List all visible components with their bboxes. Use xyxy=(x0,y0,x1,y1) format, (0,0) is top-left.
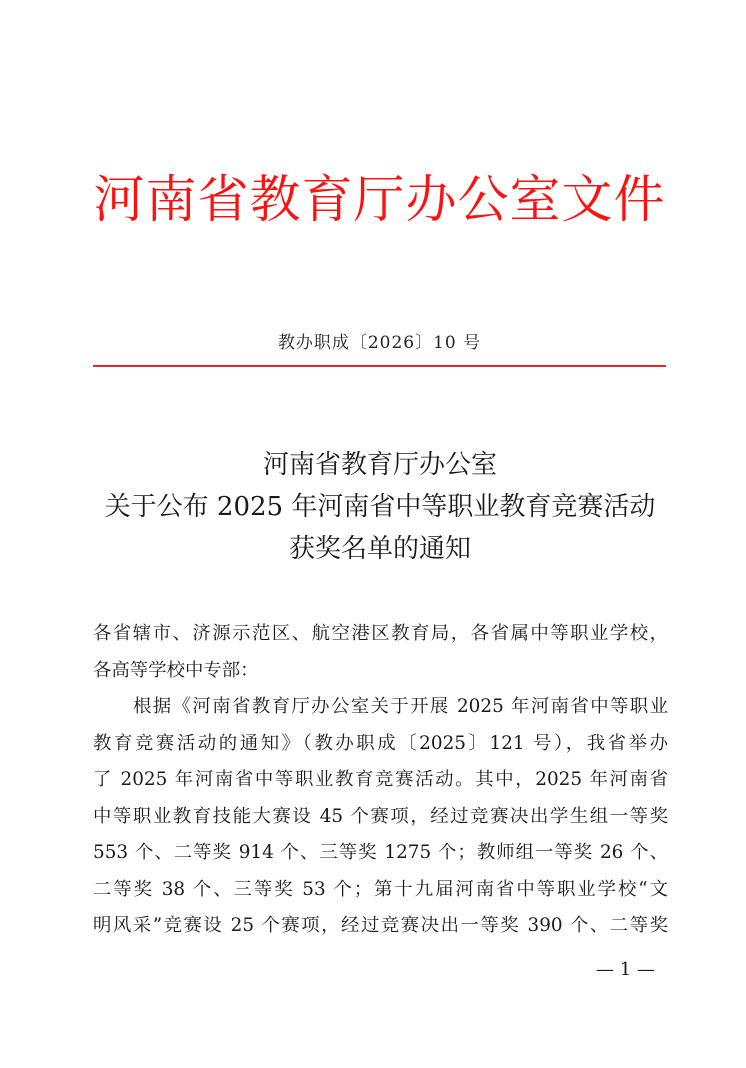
notice-body xyxy=(93,616,668,945)
notice-title-line-2: 关于公布 2025 年河南省中等职业教育竞赛活动 xyxy=(104,492,656,522)
body-line-7: 明风采”竞赛设 25 个赛项，经过竞赛决出一等奖 390 个、二等奖 xyxy=(93,915,668,936)
body-line-1: 根据《河南省教育厅办公室关于开展 2025 年河南省中等职业 xyxy=(133,696,668,717)
body-line-3: 了 2025 年河南省中等职业教育竞赛活动。其中，2025 年河南省 xyxy=(93,769,668,790)
notice-title xyxy=(80,444,680,570)
body-line-4: 中等职业教育技能大赛设 45 个赛项，经过竞赛决出学生组一等奖 xyxy=(93,805,668,827)
body-line-2: 教育竞赛活动的通知》（教办职成〔2025〕121 号），我省举办 xyxy=(93,732,668,754)
notice-title-line-1: 河南省教育厅办公室 xyxy=(262,450,497,480)
red-divider-rule xyxy=(93,365,666,367)
document-number: 教办职成〔2026〕10 号 xyxy=(277,333,482,353)
body-line-6: 二等奖 38 个、三等奖 53 个；第十九届河南省中等职业学校“文 xyxy=(93,878,668,900)
addressee-line-1: 各省辖市、济源示范区、航空港区教育局，各省属中等职业学校， xyxy=(93,623,668,644)
page-number: — 1 — xyxy=(596,959,655,980)
addressee-line-2: 各高等学校中专部： xyxy=(93,659,259,681)
notice-title-line-3: 获奖名单的通知 xyxy=(288,534,471,564)
body-line-5: 553 个、二等奖 914 个、三等奖 1275 个；教师组一等奖 26 个、 xyxy=(93,842,668,863)
issuer-red-header: 河南省教育厅办公室文件 xyxy=(93,171,666,230)
